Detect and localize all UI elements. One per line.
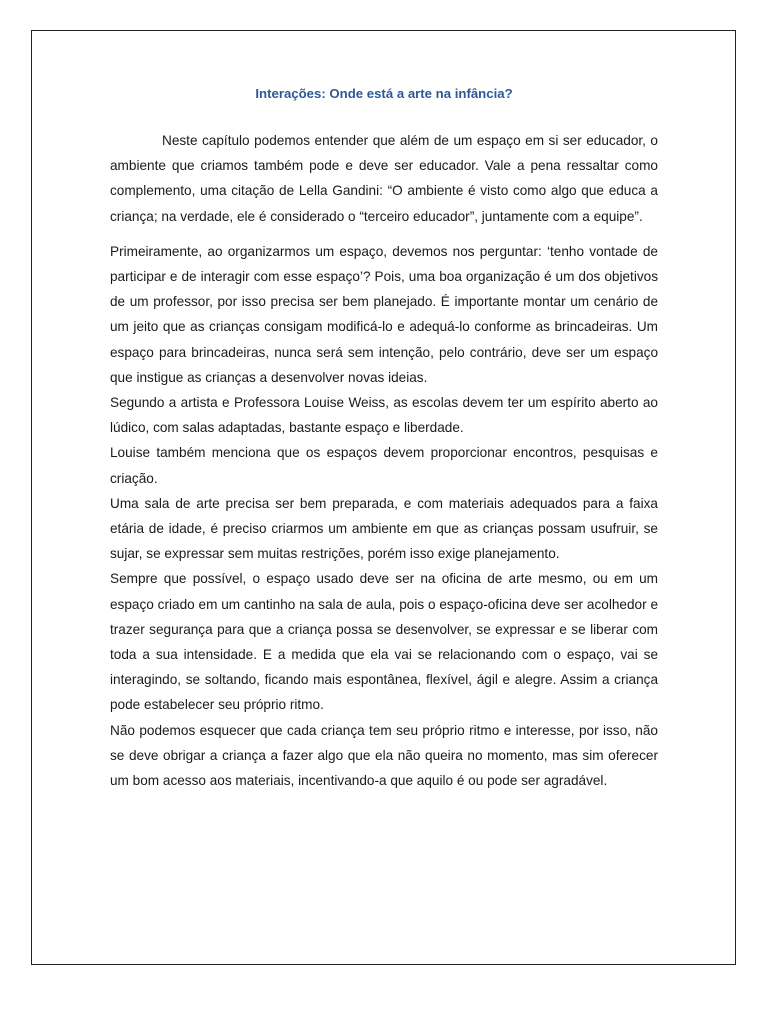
paragraph: Neste capítulo podemos entender que além de um espaço em si ser educador, o ambiente que criamos também pode e deve ser educador. Vale a pena ressaltar como complemento, uma citação de Lella Gandini: “O ambiente é visto como algo que educa a criança; na verdade, ele é considerado o “terceiro educador”, juntamente com a equipe”. bbox=[110, 133, 658, 224]
paragraph: Segundo a artista e Professora Louise Weiss, as escolas devem ter um espírito aberto ao lúdico, com salas adaptadas, bastante espaço e liberdade. bbox=[110, 395, 658, 436]
paragraph: Louise também menciona que os espaços devem proporcionar encontros, pesquisas e criação. bbox=[110, 445, 658, 486]
document-body bbox=[110, 128, 658, 793]
paragraph: Primeiramente, ao organizarmos um espaço, devemos nos perguntar: ‘tenho vontade de participar e de interagir com esse espaço’? Pois, uma boa organização é um dos objetivos de um professor, por isso precisa ser bem planejado. É importante montar um cenário de um jeito que as crianças consigam modificá-lo e adequá-lo conforme as brincadeiras. Um espaço para brincadeiras, nunca será sem intenção, pelo contrário, deve ser um espaço que instigue as crianças a desenvolver novas ideias. bbox=[110, 243, 658, 385]
paragraph: Uma sala de arte precisa ser bem preparada, e com materiais adequados para a faixa etária de idade, é preciso criarmos um ambiente em que as crianças possam usufruir, se sujar, se expressar sem muitas restrições, porém isso exige planejamento. bbox=[110, 495, 658, 562]
paragraph: Sempre que possível, o espaço usado deve ser na oficina de arte mesmo, ou em um espaço criado em um cantinho na sala de aula, pois o espaço-oficina deve ser acolhedor e trazer segurança para que a criança possa se desenvolver, se expressar e se liberar com toda a sua intensidade. E a medida que ela vai se relacionando com o espaço, vai se interagindo, se soltando, ficando mais espontânea, flexível, ágil e alegre. Assim a criança pode estabelecer seu próprio ritmo. bbox=[110, 571, 658, 713]
document-title: Interações: Onde está a arte na infância? bbox=[255, 86, 513, 101]
paragraph: Não podemos esquecer que cada criança tem seu próprio ritmo e interesse, por isso, não se deve obrigar a criança a fazer algo que ela não queira no momento, mas sim oferecer um bom acesso aos materiais, incentivando-a que aquilo é ou pode ser agradável. bbox=[110, 722, 658, 789]
